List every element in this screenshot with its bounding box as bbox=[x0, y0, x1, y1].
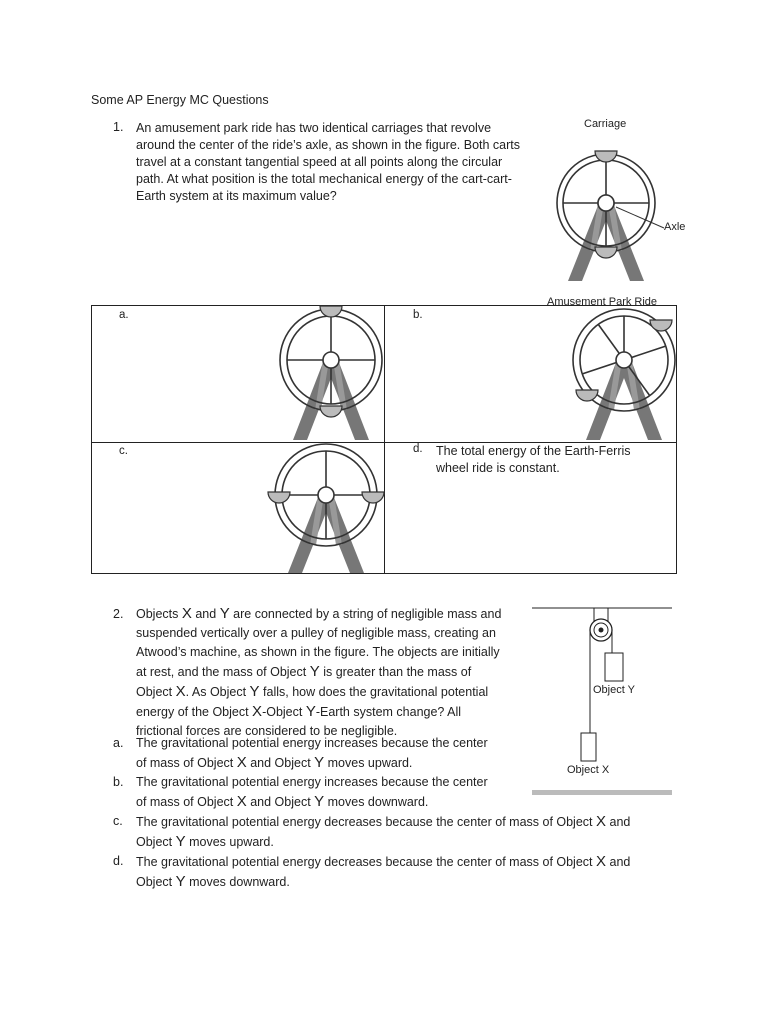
question-2-line bbox=[136, 624, 536, 643]
ferris-wheel-option-b bbox=[565, 305, 675, 442]
question-2-option-text-segment: Y bbox=[175, 873, 186, 890]
question-2-option-text-segment: and Object bbox=[246, 795, 315, 809]
question-2-text-segment: X bbox=[175, 683, 186, 700]
question-1-number: 1. bbox=[113, 120, 124, 134]
question-2-option-line bbox=[136, 872, 673, 892]
question-2-line bbox=[136, 604, 536, 624]
question-2-text-segment: . As Object bbox=[185, 685, 250, 699]
question-2-text bbox=[136, 604, 536, 741]
question-2-option-text-segment: X bbox=[596, 813, 607, 830]
question-2-option-text-segment: The gravitational potential energy increases because the center bbox=[136, 775, 488, 789]
question-2-text-segment: Y bbox=[249, 683, 260, 700]
question-2-text-segment: Y bbox=[305, 703, 316, 720]
question-2-option-text-segment: moves downward. bbox=[324, 795, 429, 809]
question-2-option-text-segment: and Object bbox=[246, 756, 315, 770]
question-2-text-segment: suspended vertically over a pulley of negligible mass, creating an bbox=[136, 626, 496, 640]
question-2-option-label: d. bbox=[113, 854, 124, 868]
question-2-text-segment: and bbox=[191, 607, 220, 621]
question-2-text-segment: X bbox=[252, 703, 263, 720]
question-2-option-text-segment: and bbox=[606, 815, 631, 829]
option-a-label: a. bbox=[119, 309, 129, 321]
question-2-option-line bbox=[136, 832, 673, 852]
question-2-option-line bbox=[136, 812, 673, 832]
question-2-line bbox=[136, 702, 536, 722]
figure-caption: Amusement Park Ride bbox=[547, 296, 658, 308]
question-2-option-text-segment: The gravitational potential energy increases because the center bbox=[136, 736, 488, 750]
question-2-option bbox=[113, 852, 673, 892]
option-d-label: d. bbox=[413, 443, 423, 455]
question-2-option-label: a. bbox=[113, 736, 124, 750]
question-2-option-label: c. bbox=[113, 814, 123, 828]
question-2-option-text-segment: X bbox=[596, 853, 607, 870]
question-2-text-segment: Objects bbox=[136, 607, 182, 621]
question-2-text-segment: at rest, and the mass of Object bbox=[136, 665, 310, 679]
question-2-option bbox=[113, 812, 673, 852]
question-2-option-text-segment: Y bbox=[314, 754, 325, 771]
question-2-text-segment: are connected by a string of negligible mass and bbox=[229, 607, 502, 621]
question-2-options bbox=[113, 734, 673, 892]
question-2-option-text-segment: and bbox=[606, 855, 631, 869]
question-2-option bbox=[113, 734, 673, 773]
question-2-line bbox=[136, 643, 536, 662]
question-2-option-text-segment: Y bbox=[175, 833, 186, 850]
question-2-option-text-segment: X bbox=[236, 754, 247, 771]
question-2-option-line bbox=[136, 792, 673, 812]
question-2-text-segment: Object bbox=[136, 685, 176, 699]
question-2-option-text-segment: Y bbox=[314, 793, 325, 810]
question-2-text-segment: energy of the Object bbox=[136, 705, 253, 719]
question-2-text-segment: falls, how does the gravitational potential bbox=[259, 685, 489, 699]
question-2-option-text-segment: The gravitational potential energy decreases because the center of mass of Object bbox=[136, 815, 596, 829]
question-2-option-line bbox=[136, 773, 673, 792]
question-1-text: An amusement park ride has two identical carriages that revolve around the center of the ride’s axle, as shown in the figure. Both carts travel at a constant tangential speed at all points along the circular path. At what position is the total mechanical energy of the cart-cart-Earth system at its maximum value? bbox=[136, 121, 521, 203]
question-2-line bbox=[136, 682, 536, 702]
question-2-option bbox=[113, 773, 673, 812]
question-2-option-line bbox=[136, 734, 673, 753]
question-2-number: 2. bbox=[113, 607, 124, 621]
question-2-option-text-segment: of mass of Object bbox=[136, 795, 237, 809]
question-2-option-label: b. bbox=[113, 775, 124, 789]
question-2-text-segment: -Object bbox=[262, 705, 306, 719]
question-2-text-segment: Y bbox=[309, 663, 320, 680]
question-2-option-line bbox=[136, 753, 673, 773]
question-2-text-segment: is greater than the mass of bbox=[319, 665, 472, 679]
question-2-text-segment: X bbox=[181, 605, 192, 622]
question-2-option-text-segment: moves downward. bbox=[185, 875, 290, 889]
question-2-text-segment: Y bbox=[219, 605, 230, 622]
object-x-label: Object X bbox=[567, 764, 610, 776]
ferris-wheel-option-c bbox=[262, 441, 392, 574]
question-2-text-segment: -Earth system change? All bbox=[315, 705, 462, 719]
option-c-label: c. bbox=[119, 445, 128, 457]
question-2-line bbox=[136, 662, 536, 682]
question-2-option-text-segment: X bbox=[236, 793, 247, 810]
option-b-label: b. bbox=[413, 309, 423, 321]
axle-label: Axle bbox=[664, 221, 686, 233]
question-2-text-segment: Atwood’s machine, as shown in the figure. The objects are initially bbox=[136, 645, 500, 659]
page-title: Some AP Energy MC Questions bbox=[91, 93, 269, 107]
ferris-wheel-main-figure bbox=[540, 140, 680, 290]
option-d-text: The total energy of the Earth-Ferris wheel ride is constant. bbox=[436, 444, 631, 475]
object-y-label: Object Y bbox=[593, 684, 635, 696]
question-2-option-line bbox=[136, 852, 673, 872]
question-2-option-text-segment: moves upward. bbox=[185, 835, 274, 849]
question-2-option-text-segment: of mass of Object bbox=[136, 756, 237, 770]
question-2-option-text-segment: Object bbox=[136, 875, 176, 889]
question-2-option-text-segment: The gravitational potential energy decreases because the center of mass of Object bbox=[136, 855, 596, 869]
carriage-label: Carriage bbox=[584, 118, 627, 130]
question-2-text-segment: frictional forces are considered to be negligible. bbox=[136, 724, 398, 738]
question-2-option-text-segment: Object bbox=[136, 835, 176, 849]
ferris-wheel-option-a bbox=[270, 305, 390, 442]
question-2-option-text-segment: moves upward. bbox=[324, 756, 413, 770]
